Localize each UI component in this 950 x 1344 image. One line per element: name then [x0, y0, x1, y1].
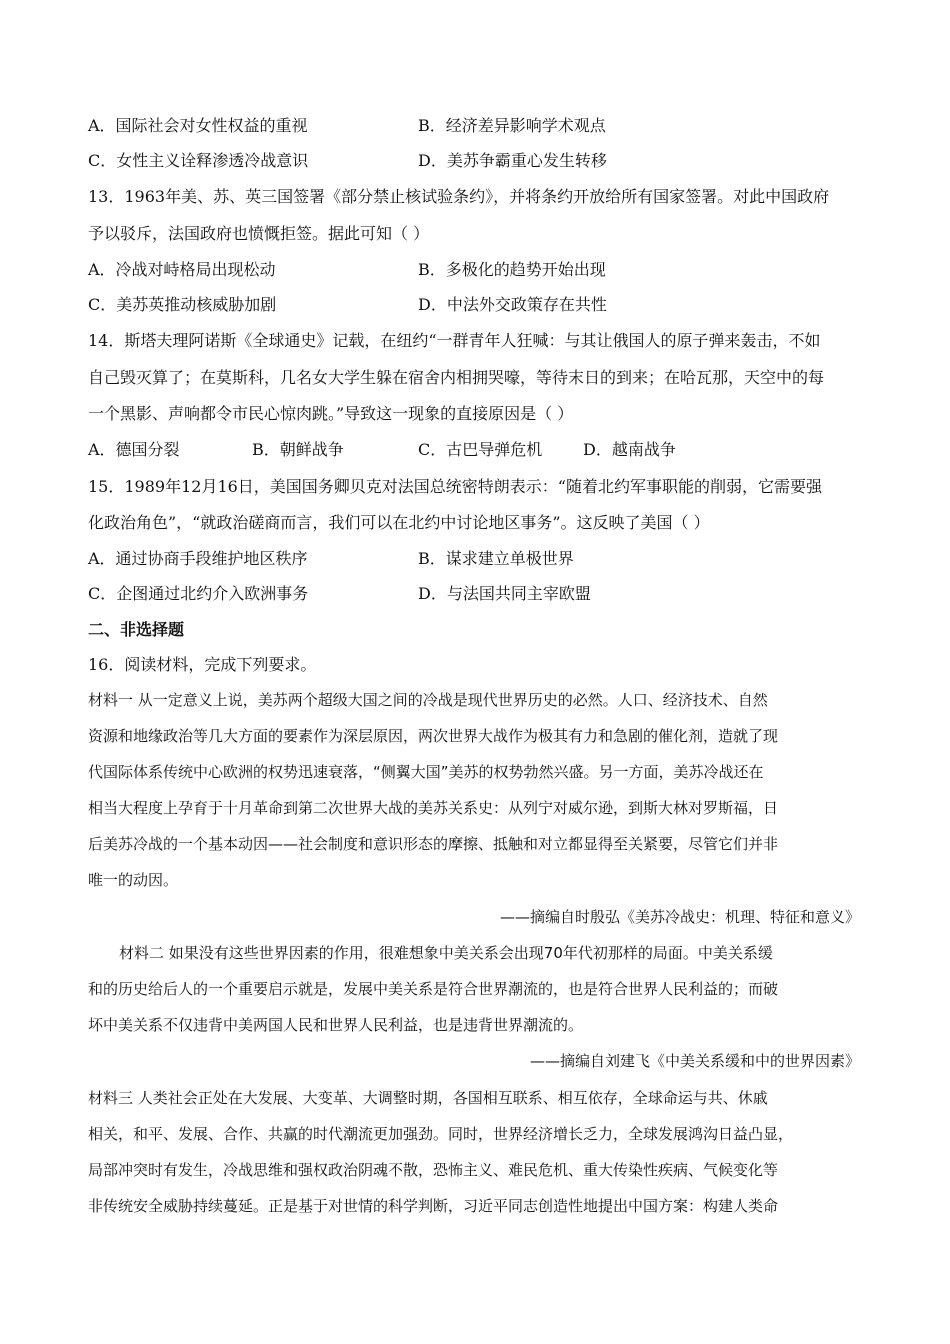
q14-option-a: A．德国分裂 — [88, 440, 180, 459]
q16-intro: 16．阅读材料，完成下列要求。 — [88, 655, 317, 674]
material2-source: ——摘编自刘建飞《中美关系缓和中的世界因素》 — [529, 1052, 860, 1070]
q12-option-d: D．美苏争霸重心发生转移 — [418, 151, 607, 170]
q12-option-b: B．经济差异影响学术观点 — [418, 116, 606, 135]
material3-line-4: 非传统安全威胁持续蔓延。正是基于对世情的科学判断，习近平同志创造性地提出中国方案：构建人类命 — [88, 1197, 779, 1215]
material1-line-4: 相当大程度上孕育于十月革命到第二次世界大战的美苏关系史：从列宁对威尔逊，到斯大林对罗斯福，日 — [88, 799, 779, 817]
q15-stem-line-1: 15．1989年12月16日，美国国务卿贝克对法国总统密特朗表示：“随着北约军事职能的削弱，它需要强 — [88, 477, 822, 496]
material2-line-2: 和的历史给后人的一个重要启示就是，发展中美关系是符合世界潮流的，也是符合世界人民利益的；而破 — [88, 980, 779, 998]
q15-option-c: C．企图通过北约介入欧洲事务 — [88, 584, 309, 603]
material3-line-2: 相关，和平、发展、合作、共赢的时代潮流更加强劲。同时，世界经济增长乏力，全球发展鸿沟日益凸显， — [88, 1125, 794, 1143]
material1-line-1: 材料一 从一定意义上说，美苏两个超级大国之间的冷战是现代世界历史的必然。人口、经济技术、自然 — [88, 691, 768, 709]
q14-option-b: B．朝鲜战争 — [252, 440, 344, 459]
q15-stem-line-2: 化政治角色”，“就政治磋商而言，我们可以在北约中讨论地区事务”。这反映了美国（ ） — [88, 513, 710, 532]
q13-option-a: A．冷战对峙格局出现松动 — [88, 260, 276, 279]
section-heading: 二、非选择题 — [88, 620, 185, 639]
q12-option-c: C．女性主义诠释渗透冷战意识 — [88, 151, 309, 170]
material1-line-5: 后美苏冷战的一个基本动因——社会制度和意识形态的摩擦、抵触和对立都显得至关紧要，尽管它们并非 — [88, 835, 779, 853]
material2-line-1: 材料二 如果没有这些世界因素的作用，很难想象中美关系会出现70年代初那样的局面。中美关系缓 — [119, 944, 773, 962]
q15-option-a: A．通过协商手段维护地区秩序 — [88, 549, 308, 568]
q14-stem-line-1: 14．斯塔夫理阿诺斯《全球通史》记载，在纽约“一群青年人狂喊：与其让俄国人的原子弹来轰击，不如 — [88, 331, 821, 350]
q13-stem-line-1: 13．1963年美、苏、英三国签署《部分禁止核试验条约》，并将条约开放给所有国家签署。对此中国政府 — [88, 187, 830, 206]
material3-line-3: 局部冲突时有发生，冷战思维和强权政治阴魂不散，恐怖主义、难民危机、重大传染性疾病、气候变化等 — [88, 1161, 779, 1179]
material1-line-6: 唯一的动因。 — [88, 871, 179, 889]
q13-option-d: D．中法外交政策存在共性 — [418, 295, 607, 314]
material1-line-3: 代国际体系传统中心欧洲的权势迅速衰落，“侧翼大国”美苏的权势勃然兴盛。另一方面，美苏冷战还在 — [88, 763, 764, 781]
q13-option-b: B．多极化的趋势开始出现 — [418, 260, 606, 279]
q14-option-c: C．古巴导弹危机 — [418, 440, 543, 459]
q12-option-a: A．国际社会对女性权益的重视 — [88, 116, 308, 135]
q15-option-d: D．与法国共同主宰欧盟 — [418, 584, 591, 603]
q13-option-c: C．美苏英推动核威胁加剧 — [88, 295, 277, 314]
material1-line-2: 资源和地缘政治等几大方面的要素作为深层原因，两次世界大战作为极其有力和急剧的催化剂，造就了现 — [88, 727, 779, 745]
q13-stem-line-2: 予以驳斥，法国政府也愤慨拒签。据此可知（ ） — [88, 224, 430, 243]
material3-line-1: 材料三 人类社会正处在大发展、大变革、大调整时期，各国相互联系、相互依存，全球命运与共、休戚 — [88, 1089, 768, 1107]
q14-option-d: D．越南战争 — [583, 440, 676, 459]
q14-stem-line-3: 一个黑影、声响都令市民心惊肉跳。”导致这一现象的直接原因是（ ） — [88, 404, 574, 423]
q14-stem-line-2: 自己毁灭算了；在莫斯科，几名女大学生躲在宿舍内相拥哭嚎，等待末日的到来；在哈瓦那，天空中的每 — [88, 368, 825, 387]
material1-source: ——摘编自时殷弘《美苏冷战史：机理、特征和意义》 — [499, 908, 860, 926]
q15-option-b: B．谋求建立单极世界 — [418, 549, 574, 568]
material2-line-3: 坏中美关系不仅违背中美两国人民和世界人民利益，也是违背世界潮流的。 — [88, 1016, 584, 1034]
